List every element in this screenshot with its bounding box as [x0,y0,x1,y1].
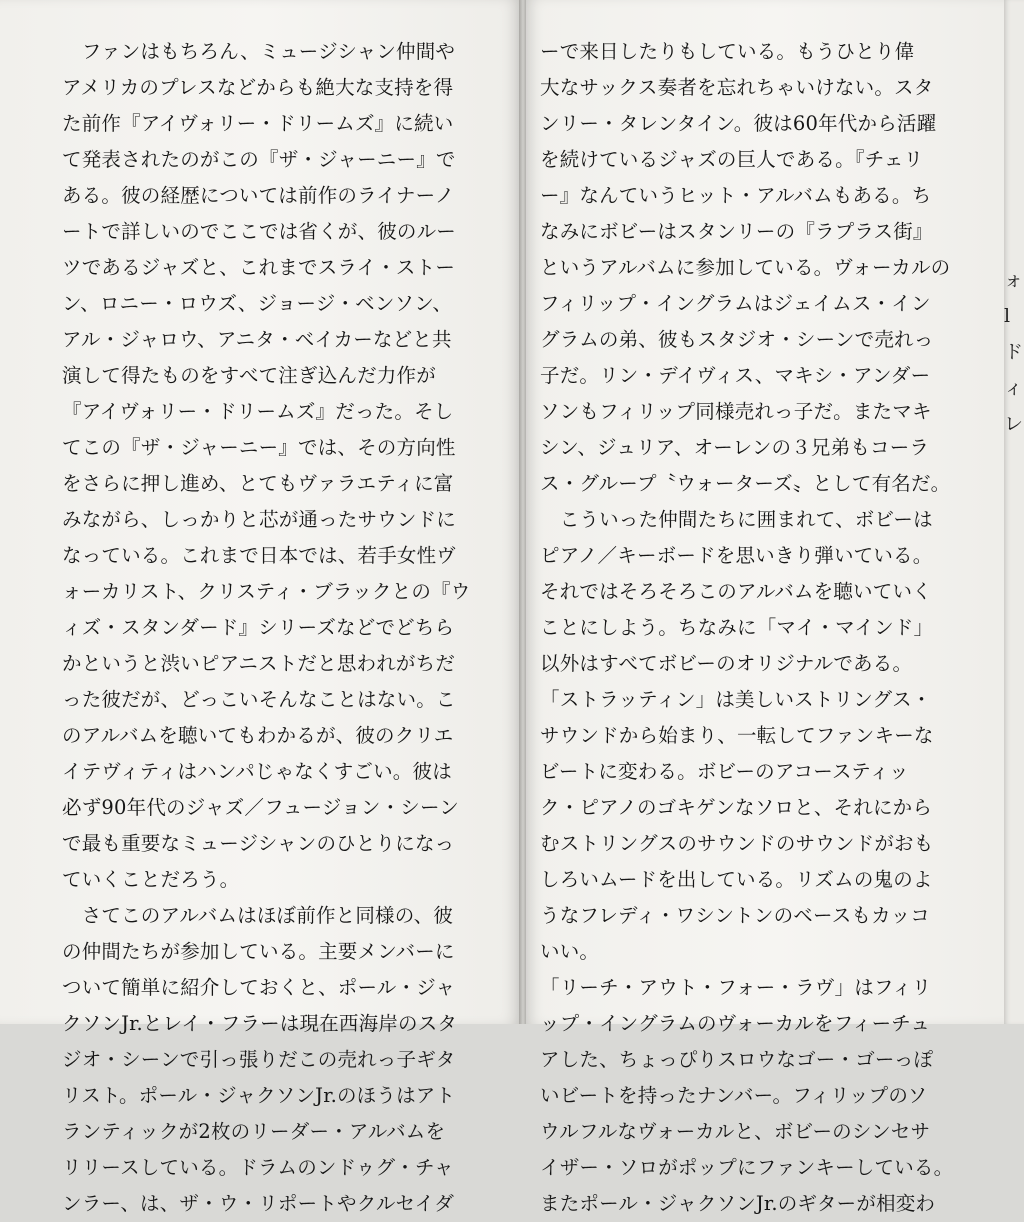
text-line: 「ストラッティン」は美しいストリングス・ [540,688,932,711]
text-line: ファンはもちろん、ミュージシャン仲間や [62,40,456,63]
text-line: かというと渋いピアニストだと思われがちだ [62,652,456,675]
text-line: 必ず90年代のジャズ／フュージョン・シーン [62,796,459,819]
text-line: うなフレディ・ワシントンのベースもカッコ [540,904,931,927]
text-line: ツであるジャズと、これまでスライ・ストー [62,256,456,279]
text-line: イテヴィティはハンパじゃなくすごい。彼は [62,760,452,783]
text-line: った彼だが、どっこいそんなことはない。こ [62,688,456,711]
edge-fragment: ド [1004,341,1024,363]
text-line: いビートを持ったナンバー。フィリップのソ [540,1084,928,1107]
text-line: イザー・ソロがポップにファンキーしている。 [540,1156,954,1179]
text-line: た前作『アイヴォリー・ドリームズ』に続い [62,112,454,135]
text-line: 演して得たものをすべて注ぎ込んだ力作が [62,364,436,387]
text-line: なみにボビーはスタンリーの『ラプラス街』 [540,220,933,243]
text-line: をさらに押し進め、とてもヴァラエティに富 [62,472,454,495]
text-line: アメリカのプレスなどからも絶大な支持を得 [62,76,454,99]
text-line: リリースしている。ドラムのンドゥグ・チャ [62,1156,454,1179]
edge-fragment: ォ [1004,269,1024,291]
text-line: のアルバムを聴いてもわかるが、彼のクリエ [62,724,454,747]
text-line: て発表されたのがこの『ザ・ジャーニー』で [62,148,456,171]
text-line: ートで詳しいのでここでは省くが、彼のルー [62,220,457,243]
text-line: を続けているジャズの巨人である。『チェリ [540,148,924,171]
text-line: リスト。ポール・ジャクソンJr.のほうはアト [62,1084,456,1107]
text-line: みながら、しっかりと芯が通ったサウンドに [62,508,457,531]
text-line: ジオ・シーンで引っ張りだこの売れっ子ギタ [62,1048,456,1071]
text-line: さてこのアルバムはほぼ前作と同様の、彼 [62,904,454,927]
text-line: アル・ジャロウ、アニタ・ベイカーなどと共 [62,328,452,351]
text-line: ス・グループ〝ウォーターズ〟として有名だ。 [540,472,951,495]
text-line: というアルバムに参加している。ヴォーカルの [540,256,951,279]
text-line: ピアノ／キーボードを思いきり弾いている。 [540,544,933,567]
text-line: ていくことだろう。 [62,868,240,891]
text-line: ーで来日したりもしている。もうひとり偉 [540,40,915,63]
text-line: こういった仲間たちに囲まれて、ボビーは [540,508,933,531]
text-line: ついて簡単に紹介しておくと、ポール・ジャ [62,976,456,999]
edge-fragment: l [1004,305,1011,327]
text-line: クソンJr.とレイ・フラーは現在西海岸のスタ [62,1012,458,1035]
text-line: ことにしよう。ちなみに「マイ・マインド」 [540,616,934,639]
text-line: シン、ジュリア、オーレンの３兄弟もコーラ [540,436,930,459]
text-line: の仲間たちが参加している。主要メンバーに [62,940,455,963]
text-line: アした、ちょっぴりスロウなゴー・ゴーっぽ [540,1048,934,1071]
text-line: ン、ロニー・ロウズ、ジョージ・ベンソン、 [62,292,453,315]
text-line: てこの『ザ・ジャーニー』では、その方向性 [62,436,456,459]
text-line: フィリップ・イングラムはジェイムス・イン [540,292,931,315]
adjacent-page-edge [1004,0,1024,1024]
text-line: ある。彼の経歴については前作のライナーノ [62,184,455,207]
text-line: 子だ。リン・デイヴィス、マキシ・アンダー [540,364,931,387]
text-line: いい。 [540,940,600,963]
text-line: ウルフルなヴォーカルと、ボビーのシンセサ [540,1120,931,1143]
text-line: なっている。これまで日本では、若手女性ヴ [62,544,457,567]
text-line: ランティックが2枚のリーダー・アルバムを [62,1120,446,1143]
text-line: それではそろそろこのアルバムを聴いていく [540,580,932,603]
text-line: ー』なんていうヒット・アルバムもある。ち [540,184,932,207]
text-line: ィズ・スタンダード』シリーズなどでどちら [62,616,455,639]
edge-fragment: レ [1004,413,1024,435]
text-line: ンラー、は、ザ・ウ・リポートやクルセイダ [62,1192,455,1215]
text-line: 『アイヴォリー・ドリームズ』だった。そし [62,400,454,423]
text-line: ソンもフィリップ同様売れっ子だ。またマキ [540,400,932,423]
text-line: で最も重要なミュージシャンのひとりになっ [62,832,455,855]
right-text-column [540,34,988,1222]
text-line: ップ・イングラムのヴォーカルをフィーチュ [540,1012,931,1035]
text-line: ンリー・タレンタイン。彼は60年代から活躍 [540,112,937,135]
text-line: しろいムードを出している。リズムの鬼のよ [540,868,933,891]
text-line: サウンドから始まり、一転してファンキーな [540,724,934,747]
text-line: 大なサックス奏者を忘れちゃいけない。スタ [540,76,934,99]
text-line: 以外はすべてボビーのオリジナルである。 [540,652,913,675]
edge-fragment: ィ [1004,377,1024,399]
text-line: ォーカリスト、クリスティ・ブラックとの『ウ [62,580,471,603]
text-line: ビートに変わる。ボビーのアコースティッ [540,760,909,783]
right-page [526,0,1024,1215]
text-line: むストリングスのサウンドのサウンドがおも [540,832,934,855]
left-text-column [62,34,508,1222]
text-line: ク・ピアノのゴキゲンなソロと、それにから [540,796,933,819]
text-line: グラムの弟、彼もスタジオ・シーンで売れっ [540,328,934,351]
text-line: またポール・ジャクソンJr.のギターが相変わ [540,1192,936,1215]
text-line: 「リーチ・アウト・フォー・ラヴ」はフィリ [540,976,932,999]
